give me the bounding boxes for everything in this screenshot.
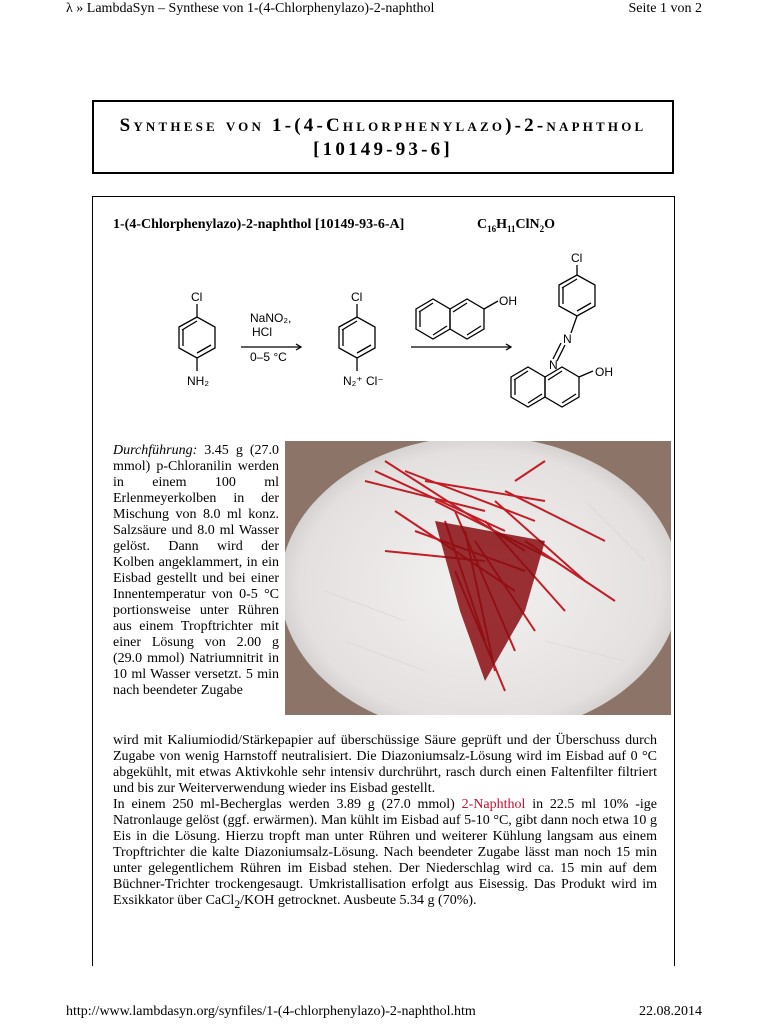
procedure-paragraph-2: [113, 733, 657, 913]
cl-label-2: Cl: [351, 290, 363, 304]
procedure-lead: Durchführung:: [113, 443, 198, 458]
footer-url: http://www.lambdasyn.org/synfiles/1-(4-chlorphenylazo)-2-naphthol.htm: [66, 1004, 476, 1019]
procedure-text-2-end: CaCl$_2$/KOH getrocknet. Ausbeute 5.34 g (70%).: [205, 893, 477, 911]
product-photo: [285, 441, 671, 715]
cl-label-3: Cl: [571, 251, 583, 265]
reagent-line-1: NaNO₂,: [250, 311, 292, 325]
procedure-text-2-rest: in 22.5 ml 10% -ige Natronlauge gelöst (ggf. erwärmen). Man kühlt im Eisbad auf 5-10 °C, gibt dann noch etwa 10 g Eis in die Lösung. Hierzu tropft man unter Rühren und weiterer Kühlung langsam aus einem Tropftrichter die kalte Diazoniumsalz-Lösung. Nach beendeter Zugabe lässt man noch 15 min unter gelegentlichem Rühren im Eisbad stehen. Der Niederschlag wird ca. 15 min auf dem Büchner-Trichter trockengesaugt. Umkristallisation erfolgt aus Eisessig. Das Produkt wird im Exsikkator über: [113, 797, 658, 908]
oh-label-2: OH: [595, 365, 613, 379]
link-2-naphthol[interactable]: 2-Naphthol: [461, 797, 526, 812]
content-box: [92, 196, 675, 966]
n-label-2: N: [549, 358, 558, 372]
molecular-formula: $C_{16}H_{11}ClN_2O$: [477, 217, 556, 234]
diazonium-label: N₂⁺ Cl⁻: [343, 374, 384, 388]
title-box: [92, 100, 674, 174]
reagent-line-2: HCl: [252, 325, 272, 339]
page-title: Synthese von 1-(4-Chlorphenylazo)-2-naphthol [10149-93-6]: [119, 115, 647, 160]
oh-label-1: OH: [499, 294, 517, 308]
procedure-text-2-start: In einem 250 ml-Becherglas werden 3.89 g (27.0 mmol): [113, 797, 455, 812]
n-label-1: N: [563, 332, 572, 346]
print-header-title: λ » LambdaSyn – Synthese von 1-(4-Chlorphenylazo)-2-naphthol: [66, 1, 435, 16]
procedure-text-1: 3.45 g (27.0 mmol) p-Chloranilin werden in einem 100 ml Erlenmeyerkolben in der Mischung von 8.0 ml konz. Salzsäure und 8.0 ml Wasser gelöst. Dann wird der Kolben angeklammert, in ein Eisbad gestellt und bei einer Innentemperatur von 0-5 °C portionsweise unter Rühren aus einem Tropftrichter mit einer Lösung von 2.00 g (29.0 mmol) Natriumnitrit in 10 ml Wasser versetzt. 5 min nach beendeter Zugabe: [113, 443, 280, 698]
reaction-scheme: [151, 247, 621, 427]
nh2-label: NH₂: [187, 374, 209, 388]
compound-name: 1-(4-Chlorphenylazo)-2-naphthol [10149-93-6-A]: [113, 217, 405, 232]
footer-date: 22.08.2014: [639, 1004, 702, 1019]
scheme-bonds: [179, 265, 595, 407]
print-header-page: Seite 1 von 2: [628, 1, 702, 16]
procedure-text-1b: wird mit Kaliumiodid/Stärkepapier auf überschüssige Säure geprüft und der Überschuss durch Zugabe von wenig Harnstoff neutralisiert. Die Diazoniumsalz-Lösung wird im Eisbad auf 0 °C abgekühlt, mit etwas Aktivkohle sehr intensiv durchrührt, rasch durch einen Faltenfilter filtriert und bis zur Weiterverwendung wieder ins Eisbad gestellt.: [113, 733, 657, 796]
reagent-line-3: 0–5 °C: [250, 350, 287, 364]
cl-label-1: Cl: [191, 290, 203, 304]
procedure-paragraph-1: [113, 443, 279, 699]
